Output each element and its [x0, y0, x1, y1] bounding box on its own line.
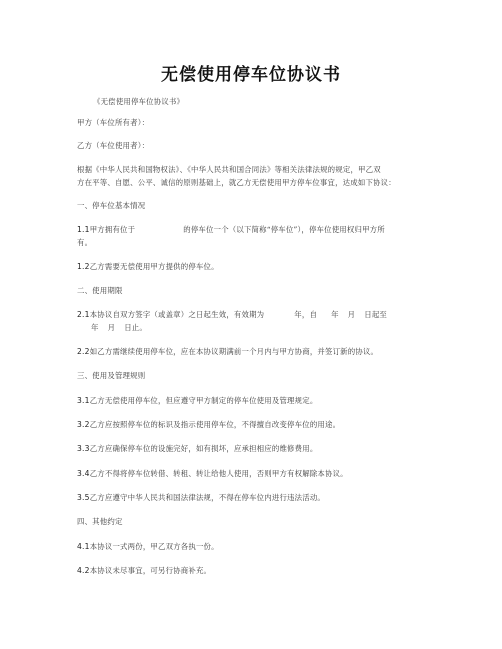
clause-3-2 [77, 420, 340, 430]
clause-text: 乙方应确保停车位的设施完好，如有损坏，应承担相应的维修费用。 [89, 444, 318, 453]
clause-text: 本协议自双方签字（或盖章）之日起生效，有效期为 [89, 310, 265, 319]
section-3-heading: 三、使用及管理规则 [77, 371, 146, 380]
section-1-heading: 一、停车位基本情况 [77, 201, 146, 210]
section-2-heading: 二、使用期限 [77, 286, 123, 295]
clause-text: 乙方应遵守中华人民共和国法律法规，不得在停车位内进行违法活动。 [89, 493, 326, 502]
clause-text: 本协议一式两份，甲乙双方各执一份。 [89, 542, 219, 551]
clause-number: 4.2 [77, 566, 90, 575]
clause-text: 如乙方需继续使用停车位，应在本协议期满前一个月内与甲方协商，并签订新的协议。 [89, 347, 379, 356]
clause-2-2 [77, 347, 378, 357]
clause-4-1 [77, 542, 219, 552]
clause-3-5 [77, 493, 325, 503]
clause-text: 月 [107, 323, 116, 332]
clause-2-1 [77, 310, 387, 320]
clause-text: 月 [347, 310, 356, 319]
clause-text: 年 [91, 323, 99, 332]
clause-number: 2.2 [77, 347, 90, 356]
clause-number: 1.1 [77, 225, 90, 234]
party-b-line: 乙方（车位使用者）： [77, 141, 150, 150]
document-title: 无偿使用停车位协议书 [161, 65, 341, 85]
clause-text: 年 [331, 310, 339, 319]
clause-number: 4.1 [77, 542, 90, 551]
clause-1-2 [77, 262, 219, 272]
clause-4-2 [77, 566, 211, 576]
clause-3-3 [77, 444, 317, 454]
clause-text: 乙方不得将停车位转借、转租、转让给他人使用，否则甲方有权解除本协议。 [89, 469, 348, 478]
clause-3-4 [77, 469, 348, 479]
preamble-line-1: 根据《中华人民共和国物权法》、《中华人民共和国合同法》等相关法律法规的规定，甲乙双 [77, 165, 381, 174]
clause-text: 乙方应按照停车位的标识及指示使用停车位，不得擅自改变停车位的用途。 [89, 420, 341, 429]
clause-number: 3.3 [77, 444, 90, 453]
preamble-line-2: 方在平等、自愿、公平、诚信的原则基础上，就乙方无偿使用甲方停车位事宜，达成如下协议： [77, 178, 396, 187]
clause-text: 乙方需要无偿使用甲方提供的停车位。 [89, 262, 219, 271]
clause-text: 日止。 [124, 323, 147, 332]
clause-number: 3.2 [77, 420, 90, 429]
clause-number: 3.1 [77, 396, 90, 405]
clause-2-1-continued [77, 323, 147, 333]
clause-3-1 [77, 396, 317, 406]
clause-text: 甲方拥有位于 [89, 225, 136, 234]
clause-1-1-continued: 有。 [77, 238, 93, 247]
clause-text: 日起至 [364, 310, 388, 319]
party-a-line: 甲方（车位所有者）： [77, 118, 150, 127]
clause-text: 乙方无偿使用停车位，但应遵守甲方制定的停车位使用及管理规定。 [89, 396, 318, 405]
document-subtitle: 《无偿使用停车位协议书》 [93, 97, 185, 106]
clause-text: 年，自 [294, 310, 318, 319]
clause-number: 3.4 [77, 469, 90, 478]
clause-number: 1.2 [77, 262, 90, 271]
clause-1-1 [77, 225, 385, 235]
clause-text: 本协议未尽事宜，可另行协商补充。 [89, 566, 212, 575]
clause-number: 3.5 [77, 493, 90, 502]
section-4-heading: 四、其他约定 [77, 517, 123, 526]
clause-text: 的停车位一个（以下简称“停车位”），停车位使用权归甲方所 [183, 225, 385, 234]
clause-number: 2.1 [77, 310, 90, 319]
